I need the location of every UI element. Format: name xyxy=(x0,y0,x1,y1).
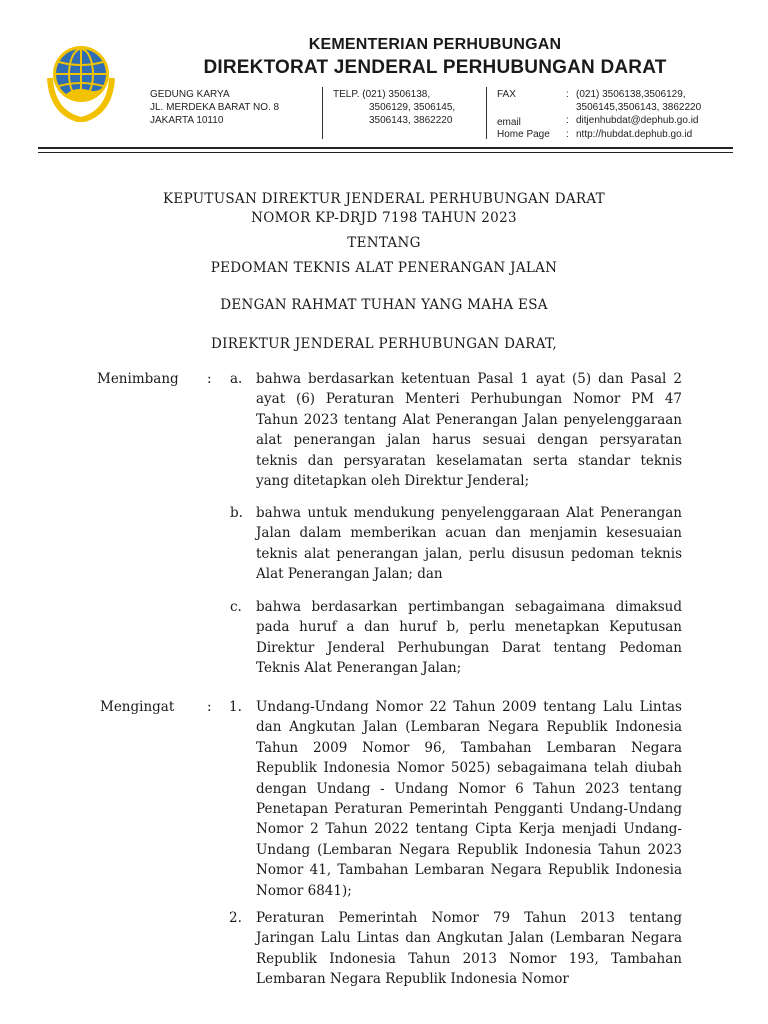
fax-line: 3506145,3506143, 3862220 xyxy=(576,101,702,113)
decree-subject: PEDOMAN TEKNIS ALAT PENERANGAN JALAN xyxy=(210,260,558,276)
email-label: email xyxy=(497,117,521,128)
consideration-text: bahwa berdasarkan ketentuan Pasal 1 ayat (5) dan Pasal 2 ayat (6) Peraturan Menteri Perhubungan Nomor PM 47 Tahun 2023 tentang Alat Penerangan Jalan penyelenggaraan alat penerangan jalan harus sesuai dengan persyaratan teknis dan persyaratan keselamatan serta standar teknis yang ditetapkan oleh Direktur Jenderal; xyxy=(256,371,682,490)
fax-line: (021) 3506138,3506129, xyxy=(576,89,686,100)
telephone-block xyxy=(333,89,473,127)
homepage-value: nttp://hubdat.dephub.go.id xyxy=(576,129,693,140)
letterhead-divider xyxy=(322,87,323,139)
email-value: ditjenhubdat@dephub.go.id xyxy=(576,115,699,126)
letterhead-divider xyxy=(486,87,487,139)
letterhead-rule-thin xyxy=(38,152,733,153)
homepage-label: Home Page xyxy=(497,129,550,140)
item-marker: 1. xyxy=(229,699,242,715)
section-colon: : xyxy=(207,699,212,715)
section-label-menimbang: Menimbang xyxy=(97,371,179,387)
fax-colon: : xyxy=(566,89,569,100)
directorate-name: DIREKTORAT JENDERAL PERHUBUNGAN DARAT xyxy=(203,57,667,78)
consideration-text: bahwa berdasarkan pertimbangan sebagaimana dimaksud pada huruf a dan huruf b, perlu menetapkan Keputusan Direktur Jenderal Perhubungan Darat tentang Pedoman Teknis Alat Penerangan Jalan; xyxy=(256,599,682,677)
ministry-name: KEMENTERIAN PERHUBUNGAN xyxy=(308,36,562,53)
item-marker: 2. xyxy=(229,910,242,926)
legal-basis-text: Peraturan Pemerintah Nomor 79 Tahun 2013 tentang Jaringan Lalu Lintas dan Angkutan Jalan (Lembaran Negara Republik Indonesia Tahun 2013 Nomor 193, Tambahan Lembaran Negara Republik Indonesia Nomor xyxy=(256,910,682,988)
issuer: DIREKTUR JENDERAL PERHUBUNGAN DARAT, xyxy=(211,336,557,352)
homepage-colon: : xyxy=(566,129,569,140)
decree-about: TENTANG xyxy=(347,235,421,251)
address-line: GEDUNG KARYA xyxy=(150,89,230,100)
ministry-logo-icon xyxy=(44,38,118,122)
email-colon: : xyxy=(566,115,569,126)
section-label-mengingat: Mengingat xyxy=(100,699,175,715)
item-marker: a. xyxy=(230,371,243,387)
fax-value xyxy=(576,89,701,115)
letterhead-rule-thick xyxy=(38,147,733,149)
consideration-text: bahwa untuk mendukung penyelenggaraan Alat Penerangan Jalan dalam memberikan acuan dan menjamin kesesuaian teknis alat penerangan jalan, perlu disusun pedoman teknis Alat Penerangan Jalan; dan xyxy=(256,505,682,583)
fax-label: FAX xyxy=(497,89,516,100)
decree-title: KEPUTUSAN DIREKTUR JENDERAL PERHUBUNGAN DARAT xyxy=(163,191,605,207)
telephone-line: 3506129, 3506145, xyxy=(369,101,456,113)
address-line: JL. MERDEKA BARAT NO. 8 xyxy=(150,101,280,113)
telephone-line: 3506143, 3862220 xyxy=(369,114,453,126)
item-marker: c. xyxy=(230,599,242,615)
item-marker: b. xyxy=(230,505,243,521)
telephone-line: TELP. (021) 3506138, xyxy=(333,89,431,100)
address-block xyxy=(150,89,315,127)
address-line: JAKARTA 10110 xyxy=(150,114,224,126)
decree-number: NOMOR KP-DRJD 7198 TAHUN 2023 xyxy=(251,210,517,226)
invocation: DENGAN RAHMAT TUHAN YANG MAHA ESA xyxy=(220,297,548,313)
section-colon: : xyxy=(207,371,212,387)
legal-basis-text: Undang-Undang Nomor 22 Tahun 2009 tentang Lalu Lintas dan Angkutan Jalan (Lembaran Negara Republik Indonesia Tahun 2009 Nomor 96, Tambahan Lembaran Negara Republik Indonesia Nomor 5025) sebagaimana telah diubah dengan Undang - Undang Nomor 6 Tahun 2023 tentang Penetapan Peraturan Pemerintah Pengganti Undang-Undang Nomor 2 Tahun 2022 tentang Cipta Kerja menjadi Undang-Undang (Lembaran Negara Republik Indonesia Tahun 2023 Nomor 41, Tambahan Lembaran Negara Republik Indonesia Nomor 6841); xyxy=(256,699,682,899)
